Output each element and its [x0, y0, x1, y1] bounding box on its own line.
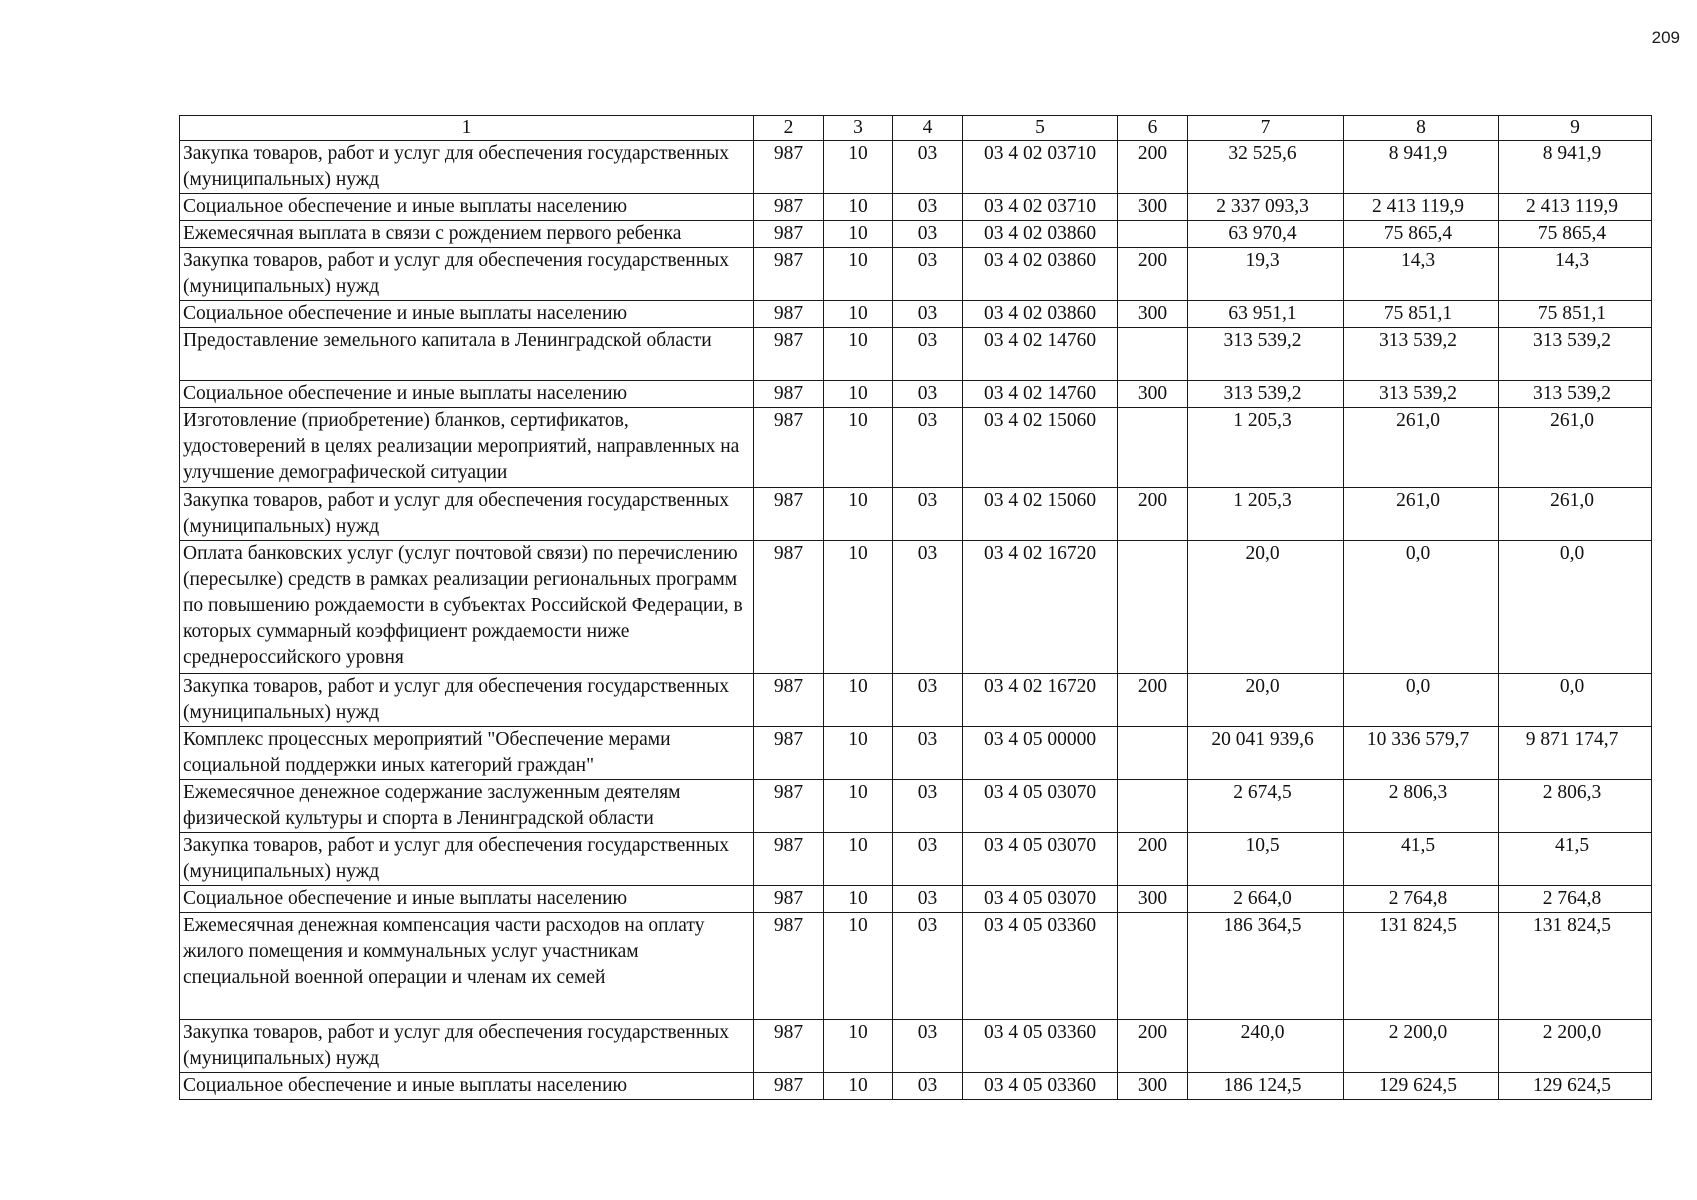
amount-col7-cell: 63 951,1: [1188, 301, 1344, 328]
admin-code-cell: 987: [754, 408, 824, 488]
expense-type-cell: 200: [1118, 488, 1188, 541]
column-header: 9: [1499, 116, 1652, 141]
target-article-cell: 03 4 05 03070: [963, 780, 1118, 833]
target-article-cell: 03 4 05 03070: [963, 833, 1118, 886]
amount-col8-cell: 75 865,4: [1344, 221, 1499, 248]
section-cell: 10: [824, 381, 893, 408]
expense-type-cell: 200: [1118, 141, 1188, 194]
expense-type-cell: [1118, 913, 1188, 1020]
description-cell: Закупка товаров, работ и услуг для обеспечения государственных (муниципальных) нужд: [180, 141, 754, 194]
target-article-cell: 03 4 02 16720: [963, 541, 1118, 674]
table-row: [180, 141, 1652, 194]
admin-code-cell: 987: [754, 727, 824, 780]
section-cell: 10: [824, 328, 893, 381]
description-cell: Ежемесячная выплата в связи с рождением первого ребенка: [180, 221, 754, 248]
subsection-cell: 03: [893, 913, 963, 1020]
amount-col8-cell: 0,0: [1344, 541, 1499, 674]
description-cell: Закупка товаров, работ и услуг для обеспечения государственных (муниципальных) нужд: [180, 488, 754, 541]
admin-code-cell: 987: [754, 833, 824, 886]
table-row: [180, 301, 1652, 328]
table-body: [180, 141, 1652, 1100]
subsection-cell: 03: [893, 886, 963, 913]
amount-col7-cell: 2 664,0: [1188, 886, 1344, 913]
admin-code-cell: 987: [754, 1020, 824, 1073]
section-cell: 10: [824, 1020, 893, 1073]
amount-col9-cell: 131 824,5: [1499, 913, 1652, 1020]
section-cell: 10: [824, 248, 893, 301]
amount-col7-cell: 240,0: [1188, 1020, 1344, 1073]
table-row: [180, 221, 1652, 248]
expense-type-cell: [1118, 221, 1188, 248]
subsection-cell: 03: [893, 488, 963, 541]
amount-col8-cell: 10 336 579,7: [1344, 727, 1499, 780]
subsection-cell: 03: [893, 381, 963, 408]
expense-type-cell: 300: [1118, 381, 1188, 408]
subsection-cell: 03: [893, 1073, 963, 1100]
admin-code-cell: 987: [754, 248, 824, 301]
admin-code-cell: 987: [754, 780, 824, 833]
amount-col8-cell: 313 539,2: [1344, 381, 1499, 408]
target-article-cell: 03 4 02 16720: [963, 674, 1118, 727]
amount-col8-cell: 261,0: [1344, 408, 1499, 488]
target-article-cell: 03 4 05 03070: [963, 886, 1118, 913]
target-article-cell: 03 4 02 14760: [963, 381, 1118, 408]
description-cell: Социальное обеспечение и иные выплаты населению: [180, 381, 754, 408]
subsection-cell: 03: [893, 301, 963, 328]
amount-col8-cell: 2 413 119,9: [1344, 194, 1499, 221]
amount-col9-cell: 2 764,8: [1499, 886, 1652, 913]
target-article-cell: 03 4 02 03710: [963, 141, 1118, 194]
admin-code-cell: 987: [754, 541, 824, 674]
expense-type-cell: [1118, 408, 1188, 488]
amount-col8-cell: 131 824,5: [1344, 913, 1499, 1020]
amount-col7-cell: 20,0: [1188, 674, 1344, 727]
section-cell: 10: [824, 141, 893, 194]
amount-col7-cell: 2 674,5: [1188, 780, 1344, 833]
admin-code-cell: 987: [754, 488, 824, 541]
expense-type-cell: 200: [1118, 674, 1188, 727]
section-cell: 10: [824, 301, 893, 328]
description-cell: Комплекс процессных мероприятий "Обеспечение мерами социальной поддержки иных категорий граждан": [180, 727, 754, 780]
amount-col7-cell: 313 539,2: [1188, 381, 1344, 408]
column-header: 3: [824, 116, 893, 141]
column-header: 2: [754, 116, 824, 141]
amount-col8-cell: 2 806,3: [1344, 780, 1499, 833]
page-number: 209: [1651, 28, 1680, 47]
amount-col9-cell: 0,0: [1499, 674, 1652, 727]
target-article-cell: 03 4 02 03860: [963, 221, 1118, 248]
expense-type-cell: 200: [1118, 833, 1188, 886]
description-cell: Изготовление (приобретение) бланков, сертификатов, удостоверений в целях реализации мероприятий, направленных на улучшение демографической ситуации: [180, 408, 754, 488]
table-row: [180, 780, 1652, 833]
section-cell: 10: [824, 886, 893, 913]
amount-col9-cell: 261,0: [1499, 408, 1652, 488]
table-row: [180, 408, 1652, 488]
amount-col7-cell: 20 041 939,6: [1188, 727, 1344, 780]
expense-type-cell: 300: [1118, 886, 1188, 913]
amount-col8-cell: 0,0: [1344, 674, 1499, 727]
section-cell: 10: [824, 1073, 893, 1100]
description-cell: Закупка товаров, работ и услуг для обеспечения государственных (муниципальных) нужд: [180, 1020, 754, 1073]
subsection-cell: 03: [893, 328, 963, 381]
subsection-cell: 03: [893, 780, 963, 833]
description-cell: Социальное обеспечение и иные выплаты населению: [180, 194, 754, 221]
amount-col9-cell: 41,5: [1499, 833, 1652, 886]
amount-col8-cell: 313 539,2: [1344, 328, 1499, 381]
table-row: [180, 886, 1652, 913]
admin-code-cell: 987: [754, 1073, 824, 1100]
description-cell: Социальное обеспечение и иные выплаты населению: [180, 301, 754, 328]
target-article-cell: 03 4 02 14760: [963, 328, 1118, 381]
section-cell: 10: [824, 221, 893, 248]
column-header: 7: [1188, 116, 1344, 141]
description-cell: Ежемесячное денежное содержание заслуженным деятелям физической культуры и спорта в Ленинградской области: [180, 780, 754, 833]
section-cell: 10: [824, 913, 893, 1020]
amount-col9-cell: 129 624,5: [1499, 1073, 1652, 1100]
subsection-cell: 03: [893, 141, 963, 194]
column-header: 5: [963, 116, 1118, 141]
table-row: [180, 1020, 1652, 1073]
section-cell: 10: [824, 727, 893, 780]
section-cell: 10: [824, 674, 893, 727]
expense-type-cell: 300: [1118, 301, 1188, 328]
subsection-cell: 03: [893, 408, 963, 488]
subsection-cell: 03: [893, 541, 963, 674]
description-cell: Предоставление земельного капитала в Ленинградской области: [180, 328, 754, 381]
column-header: 4: [893, 116, 963, 141]
description-cell: Закупка товаров, работ и услуг для обеспечения государственных (муниципальных) нужд: [180, 833, 754, 886]
admin-code-cell: 987: [754, 301, 824, 328]
amount-col8-cell: 14,3: [1344, 248, 1499, 301]
target-article-cell: 03 4 02 03860: [963, 301, 1118, 328]
amount-col9-cell: 313 539,2: [1499, 328, 1652, 381]
section-cell: 10: [824, 408, 893, 488]
amount-col7-cell: 32 525,6: [1188, 141, 1344, 194]
admin-code-cell: 987: [754, 886, 824, 913]
section-cell: 10: [824, 541, 893, 674]
subsection-cell: 03: [893, 1020, 963, 1073]
header-row: [180, 116, 1652, 141]
admin-code-cell: 987: [754, 381, 824, 408]
amount-col9-cell: 2 806,3: [1499, 780, 1652, 833]
section-cell: 10: [824, 833, 893, 886]
amount-col7-cell: 186 124,5: [1188, 1073, 1344, 1100]
amount-col9-cell: 2 413 119,9: [1499, 194, 1652, 221]
amount-col7-cell: 2 337 093,3: [1188, 194, 1344, 221]
amount-col7-cell: 313 539,2: [1188, 328, 1344, 381]
target-article-cell: 03 4 05 03360: [963, 1020, 1118, 1073]
subsection-cell: 03: [893, 727, 963, 780]
amount-col7-cell: 63 970,4: [1188, 221, 1344, 248]
expense-type-cell: [1118, 541, 1188, 674]
amount-col9-cell: 9 871 174,7: [1499, 727, 1652, 780]
table-row: [180, 381, 1652, 408]
amount-col8-cell: 75 851,1: [1344, 301, 1499, 328]
amount-col9-cell: 14,3: [1499, 248, 1652, 301]
expense-type-cell: 300: [1118, 194, 1188, 221]
admin-code-cell: 987: [754, 194, 824, 221]
amount-col7-cell: 1 205,3: [1188, 488, 1344, 541]
target-article-cell: 03 4 05 00000: [963, 727, 1118, 780]
column-header: 8: [1344, 116, 1499, 141]
description-cell: Социальное обеспечение и иные выплаты населению: [180, 1073, 754, 1100]
expense-type-cell: [1118, 727, 1188, 780]
admin-code-cell: 987: [754, 674, 824, 727]
table-row: [180, 1073, 1652, 1100]
section-cell: 10: [824, 194, 893, 221]
table-row: [180, 674, 1652, 727]
admin-code-cell: 987: [754, 913, 824, 1020]
amount-col9-cell: 2 200,0: [1499, 1020, 1652, 1073]
subsection-cell: 03: [893, 833, 963, 886]
table-row: [180, 541, 1652, 674]
table-row: [180, 913, 1652, 1020]
target-article-cell: 03 4 02 15060: [963, 408, 1118, 488]
subsection-cell: 03: [893, 194, 963, 221]
target-article-cell: 03 4 02 03710: [963, 194, 1118, 221]
table-row: [180, 833, 1652, 886]
section-cell: 10: [824, 488, 893, 541]
expense-type-cell: [1118, 328, 1188, 381]
table-row: [180, 328, 1652, 381]
amount-col8-cell: 2 200,0: [1344, 1020, 1499, 1073]
amount-col8-cell: 2 764,8: [1344, 886, 1499, 913]
amount-col7-cell: 1 205,3: [1188, 408, 1344, 488]
target-article-cell: 03 4 02 03860: [963, 248, 1118, 301]
table-row: [180, 248, 1652, 301]
amount-col9-cell: 8 941,9: [1499, 141, 1652, 194]
description-cell: Закупка товаров, работ и услуг для обеспечения государственных (муниципальных) нужд: [180, 248, 754, 301]
subsection-cell: 03: [893, 248, 963, 301]
admin-code-cell: 987: [754, 221, 824, 248]
expense-type-cell: 300: [1118, 1073, 1188, 1100]
expense-type-cell: 200: [1118, 248, 1188, 301]
description-cell: Закупка товаров, работ и услуг для обеспечения государственных (муниципальных) нужд: [180, 674, 754, 727]
amount-col7-cell: 10,5: [1188, 833, 1344, 886]
description-cell: Оплата банковских услуг (услуг почтовой связи) по перечислению (пересылке) средств в рамках реализации региональных программ по повышению рождаемости в субъектах Российской Федерации, в которых суммарный коэффициент рождаемости ниже среднероссийского уровня: [180, 541, 754, 674]
amount-col9-cell: 0,0: [1499, 541, 1652, 674]
table-row: [180, 194, 1652, 221]
table-row: [180, 488, 1652, 541]
description-cell: Ежемесячная денежная компенсация части расходов на оплату жилого помещения и коммунальных услуг участникам специальной военной операции и членам их семей: [180, 913, 754, 1020]
target-article-cell: 03 4 05 03360: [963, 913, 1118, 1020]
target-article-cell: 03 4 05 03360: [963, 1073, 1118, 1100]
expense-type-cell: [1118, 780, 1188, 833]
amount-col9-cell: 313 539,2: [1499, 381, 1652, 408]
amount-col8-cell: 41,5: [1344, 833, 1499, 886]
description-cell: Социальное обеспечение и иные выплаты населению: [180, 886, 754, 913]
section-cell: 10: [824, 780, 893, 833]
table-row: [180, 727, 1652, 780]
amount-col9-cell: 75 851,1: [1499, 301, 1652, 328]
amount-col8-cell: 8 941,9: [1344, 141, 1499, 194]
target-article-cell: 03 4 02 15060: [963, 488, 1118, 541]
amount-col7-cell: 186 364,5: [1188, 913, 1344, 1020]
amount-col7-cell: 20,0: [1188, 541, 1344, 674]
admin-code-cell: 987: [754, 141, 824, 194]
column-header: 6: [1118, 116, 1188, 141]
amount-col8-cell: 129 624,5: [1344, 1073, 1499, 1100]
budget-table: [179, 115, 1652, 1100]
admin-code-cell: 987: [754, 328, 824, 381]
expense-type-cell: 200: [1118, 1020, 1188, 1073]
subsection-cell: 03: [893, 221, 963, 248]
amount-col8-cell: 261,0: [1344, 488, 1499, 541]
amount-col7-cell: 19,3: [1188, 248, 1344, 301]
amount-col9-cell: 261,0: [1499, 488, 1652, 541]
subsection-cell: 03: [893, 674, 963, 727]
amount-col9-cell: 75 865,4: [1499, 221, 1652, 248]
column-header: 1: [180, 116, 754, 141]
